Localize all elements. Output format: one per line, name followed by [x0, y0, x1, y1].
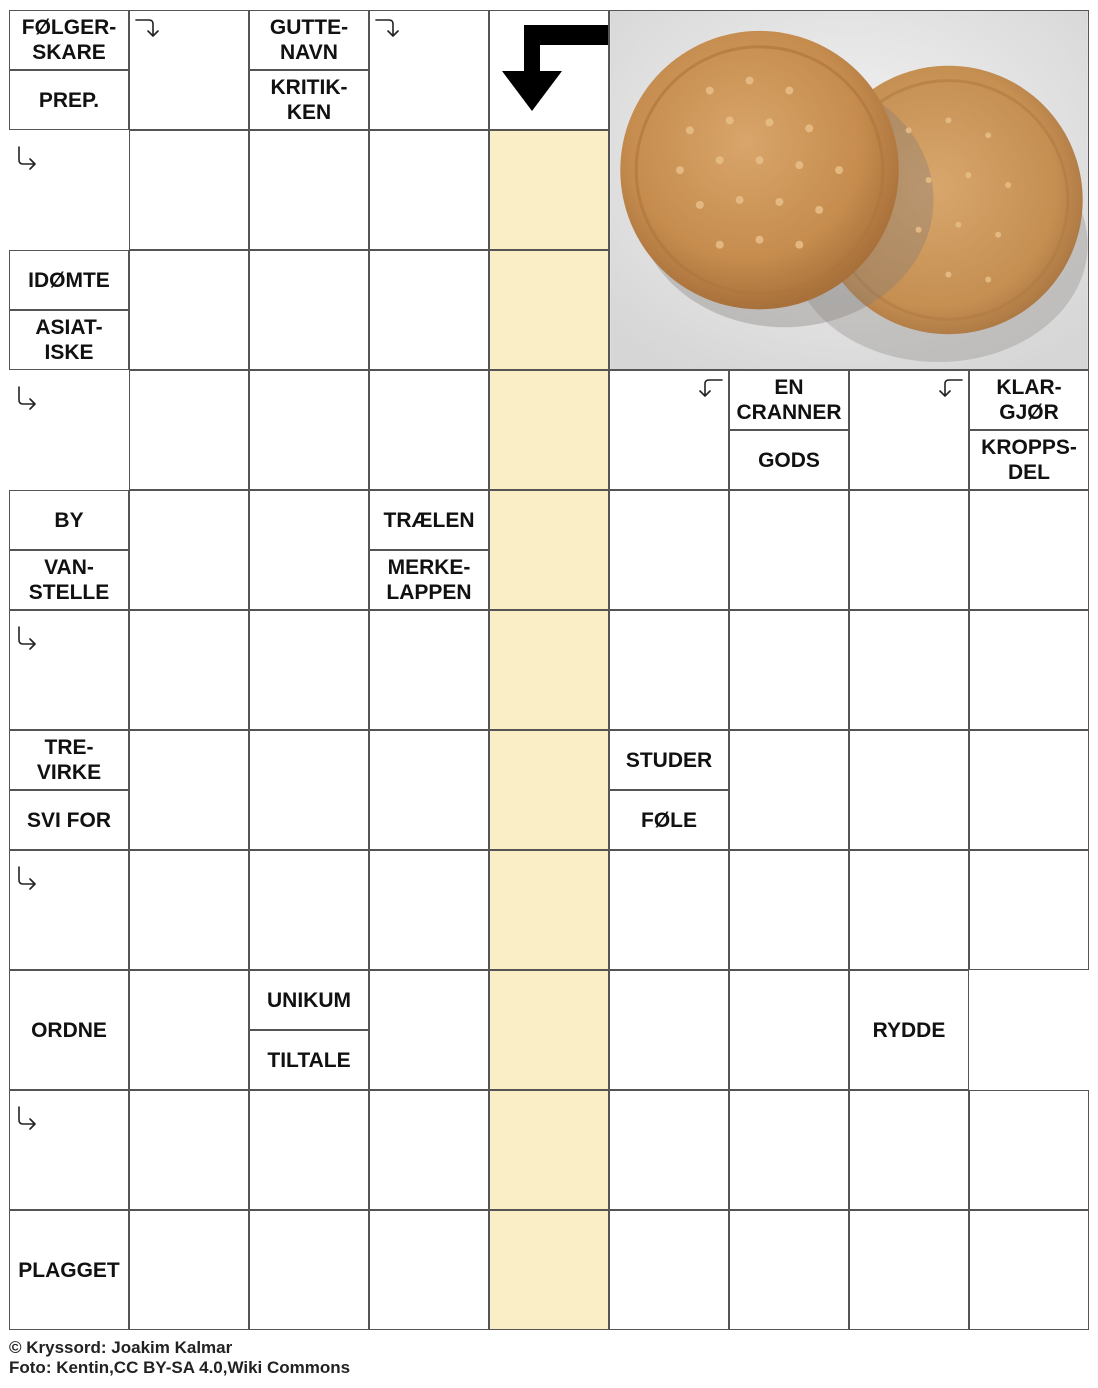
- solution-cell[interactable]: [489, 730, 609, 850]
- answer-cell[interactable]: [129, 850, 249, 970]
- answer-cell[interactable]: [129, 730, 249, 850]
- clue-cell: KRITIK- KEN: [249, 70, 369, 130]
- solution-cell[interactable]: [489, 1090, 609, 1210]
- clue-cell: TILTALE: [249, 1030, 369, 1090]
- solution-arrow-icon: [489, 10, 609, 130]
- answer-cell[interactable]: [969, 1090, 1089, 1210]
- answer-cell[interactable]: [369, 970, 489, 1090]
- clue-cell: FØLGER- SKARE: [9, 10, 129, 70]
- direction-arrow-icon: [13, 144, 41, 172]
- answer-cell[interactable]: [969, 730, 1089, 850]
- clue-cell: RYDDE: [849, 970, 969, 1090]
- answer-cell[interactable]: [729, 1210, 849, 1330]
- biscuit-photo: [609, 10, 1089, 370]
- answer-cell[interactable]: [969, 610, 1089, 730]
- clue-cell: ORDNE: [9, 970, 129, 1090]
- answer-cell[interactable]: [729, 1090, 849, 1210]
- answer-cell[interactable]: [129, 490, 249, 610]
- crossword-grid: [9, 10, 1089, 1330]
- answer-cell[interactable]: [729, 730, 849, 850]
- answer-cell[interactable]: [369, 850, 489, 970]
- answer-cell[interactable]: [969, 850, 1089, 970]
- answer-cell[interactable]: [729, 850, 849, 970]
- direction-arrow-icon: [13, 624, 41, 652]
- answer-cell[interactable]: [369, 370, 489, 490]
- answer-cell[interactable]: [369, 730, 489, 850]
- direction-arrow-icon: [697, 374, 725, 402]
- clue-cell: TRE- VIRKE: [9, 730, 129, 790]
- answer-cell[interactable]: [249, 250, 369, 370]
- clue-cell: GUTTE- NAVN: [249, 10, 369, 70]
- solution-cell[interactable]: [489, 610, 609, 730]
- solution-cell[interactable]: [489, 490, 609, 610]
- clue-cell: IDØMTE: [9, 250, 129, 310]
- answer-cell[interactable]: [849, 610, 969, 730]
- answer-cell[interactable]: [969, 490, 1089, 610]
- solution-cell[interactable]: [489, 1210, 609, 1330]
- answer-cell[interactable]: [369, 250, 489, 370]
- answer-cell[interactable]: [129, 610, 249, 730]
- clue-cell: ASIAT- ISKE: [9, 310, 129, 370]
- answer-cell[interactable]: [849, 1090, 969, 1210]
- clue-cell: BY: [9, 490, 129, 550]
- answer-cell[interactable]: [129, 130, 249, 250]
- answer-cell[interactable]: [609, 610, 729, 730]
- answer-cell[interactable]: [729, 490, 849, 610]
- answer-cell[interactable]: [249, 1090, 369, 1210]
- answer-cell[interactable]: [129, 1090, 249, 1210]
- clue-cell: SVI FOR: [9, 790, 129, 850]
- answer-cell[interactable]: [849, 850, 969, 970]
- answer-cell[interactable]: [249, 490, 369, 610]
- solution-cell[interactable]: [489, 130, 609, 250]
- clue-cell: STUDER: [609, 730, 729, 790]
- answer-cell[interactable]: [849, 1210, 969, 1330]
- clue-cell: MERKE- LAPPEN: [369, 550, 489, 610]
- answer-cell[interactable]: [369, 610, 489, 730]
- credits: [9, 1338, 350, 1378]
- answer-cell[interactable]: [249, 730, 369, 850]
- clue-cell: PREP.: [9, 70, 129, 130]
- answer-cell[interactable]: [609, 970, 729, 1090]
- clue-cell: UNIKUM: [249, 970, 369, 1030]
- clue-cell: VAN- STELLE: [9, 550, 129, 610]
- answer-cell[interactable]: [849, 490, 969, 610]
- direction-arrow-icon: [937, 374, 965, 402]
- answer-cell[interactable]: [369, 1090, 489, 1210]
- answer-cell[interactable]: [609, 1090, 729, 1210]
- clue-cell: KLAR- GJØR: [969, 370, 1089, 430]
- answer-cell[interactable]: [369, 130, 489, 250]
- direction-arrow-icon: [373, 14, 401, 42]
- clue-cell: GODS: [729, 430, 849, 490]
- clue-cell: PLAGGET: [9, 1210, 129, 1330]
- clue-cell: EN CRANNER: [729, 370, 849, 430]
- direction-arrow-icon: [13, 1104, 41, 1132]
- answer-cell[interactable]: [129, 1210, 249, 1330]
- direction-arrow-icon: [13, 384, 41, 412]
- answer-cell[interactable]: [249, 370, 369, 490]
- answer-cell[interactable]: [249, 610, 369, 730]
- clue-cell: FØLE: [609, 790, 729, 850]
- credit-photo: Foto: Kentin,CC BY-SA 4.0,Wiki Commons: [9, 1358, 351, 1377]
- answer-cell[interactable]: [249, 130, 369, 250]
- answer-cell[interactable]: [369, 1210, 489, 1330]
- solution-cell[interactable]: [489, 850, 609, 970]
- answer-cell[interactable]: [729, 610, 849, 730]
- clue-cell: KROPPS- DEL: [969, 430, 1089, 490]
- answer-cell[interactable]: [609, 850, 729, 970]
- solution-cell[interactable]: [489, 370, 609, 490]
- answer-cell[interactable]: [129, 370, 249, 490]
- answer-cell[interactable]: [129, 250, 249, 370]
- answer-cell[interactable]: [249, 850, 369, 970]
- solution-cell[interactable]: [489, 970, 609, 1090]
- answer-cell[interactable]: [249, 1210, 369, 1330]
- direction-arrow-icon: [13, 864, 41, 892]
- clue-cell: TRÆLEN: [369, 490, 489, 550]
- answer-cell[interactable]: [729, 970, 849, 1090]
- answer-cell[interactable]: [129, 970, 249, 1090]
- answer-cell[interactable]: [609, 1210, 729, 1330]
- answer-cell[interactable]: [609, 490, 729, 610]
- credit-crossword: © Kryssord: Joakim Kalmar: [9, 1338, 233, 1357]
- answer-cell[interactable]: [849, 730, 969, 850]
- answer-cell[interactable]: [969, 1210, 1089, 1330]
- direction-arrow-icon: [133, 14, 161, 42]
- solution-cell[interactable]: [489, 250, 609, 370]
